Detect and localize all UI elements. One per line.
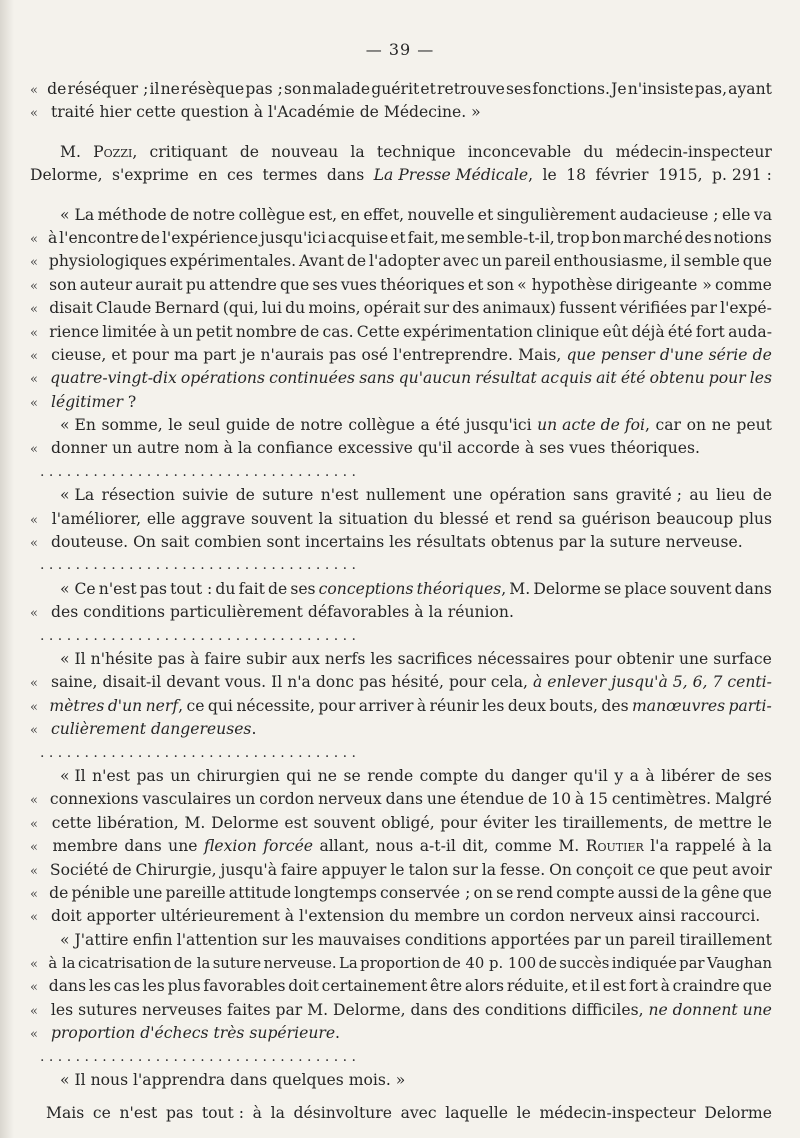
text-line: « culièrement dangereuses. <box>30 718 772 741</box>
quote-mark: « <box>30 676 38 692</box>
quote-mark: « <box>30 231 38 247</box>
ellipsis-row: . . . . . . . . . . . . . . . . . . . . . . . . . . . . . . . . . . . . <box>40 627 356 644</box>
quote-mark: « <box>30 816 38 832</box>
ellipsis-row: . . . . . . . . . . . . . . . . . . . . . . . . . . . . . . . . . . . . <box>40 557 356 574</box>
quote-mark: « <box>30 957 38 973</box>
text-line: « dans les cas les plus favorables doit certainement être alors réduite, et il est fort à craindre que <box>30 975 772 998</box>
ellipsis-row: . . . . . . . . . . . . . . . . . . . . . . . . . . . . . . . . . . . . <box>40 744 356 761</box>
text-line: « son auteur aurait pu attendre que ses vues théoriques et son « hypothèse dirigeante » comme <box>30 274 772 297</box>
text-line: M. Pozzi, critiquant de nouveau la technique inconcevable du médecin-inspecteur <box>60 142 772 161</box>
quote-mark: « <box>30 106 38 122</box>
text-line: « cette libération, M. Delorme est souvent obligé, pour éviter les tiraillements, de mettre le <box>30 812 772 835</box>
text-line: « saine, disait-il devant vous. Il n'a donc pas hésité, pour cela, à enlever jusqu'à 5, 6, 7 centi- <box>30 671 772 694</box>
text-line: « l'améliorer, elle aggrave souvent la situation du blessé et rend sa guérison beaucoup plus <box>30 508 772 531</box>
text-line: « à l'encontre de l'expérience jusqu'ici acquise et fait, me semble-t-il, trop bon marché des notions <box>30 227 772 250</box>
text-line: « des conditions particulièrement défavorables à la réunion. <box>30 601 772 624</box>
quote-mark: « <box>30 793 38 809</box>
body-text <box>30 78 772 1126</box>
text-line: « de réséquer ; il ne résèque pas ; son malade guérit et retrouve ses fonctions. Je n'insiste pas, ayant <box>30 78 772 101</box>
quote-mark: « <box>30 1027 38 1043</box>
quote-mark: « <box>30 980 38 996</box>
text-line: « douteuse. On sait combien sont incertains les résultats obtenus par la suture nerveuse. <box>30 531 772 554</box>
quote-mark: « <box>30 1003 38 1019</box>
quote-mark: « <box>30 302 38 318</box>
text-line: « proportion d'échecs très supérieure. <box>30 1022 772 1045</box>
ellipsis-row: . . . . . . . . . . . . . . . . . . . . . . . . . . . . . . . . . . . . <box>40 463 356 480</box>
quote-mark: « <box>30 606 38 622</box>
text-line: « La méthode de notre collègue est, en effet, nouvelle et singulièrement audacieuse ; elle va <box>60 205 772 224</box>
quote-mark: « <box>30 910 38 926</box>
text-line: « légitimer ? <box>30 391 772 414</box>
text-line: « à la cicatrisation de la suture nerveuse. La proportion de 40 p. 100 de succès indiquée par Vaughan <box>30 952 772 975</box>
text-line: « mètres d'un nerf, ce qui nécessite, pour arriver à réunir les deux bouts, des manœuvres parti- <box>30 695 772 718</box>
quote-mark: « <box>30 442 38 458</box>
text-line: « Il n'hésite pas à faire subir aux nerfs les sacrifices nécessaires pour obtenir une surface <box>60 649 772 668</box>
text-line: « physiologiques expérimentales. Avant de l'adopter avec un pareil enthousiasme, il semble que <box>30 250 772 273</box>
text-line: « La résection suivie de suture n'est nullement une opération sans gravité ; au lieu de <box>60 486 772 505</box>
quote-mark: « <box>30 255 38 271</box>
quote-mark: « <box>30 863 38 879</box>
text-line: « connexions vasculaires un cordon nerveux dans une étendue de 10 à 15 centimètres. Malgré <box>30 788 772 811</box>
text-line: « donner un autre nom à la confiance excessive qu'il accorde à ses vues théoriques. <box>30 437 772 460</box>
quote-mark: « <box>30 395 38 411</box>
text-line: « Il n'est pas un chirurgien qui ne se rende compte du danger qu'il y a à libérer de ses <box>60 766 772 785</box>
page-number: — 39 — <box>365 40 435 59</box>
text-line: « les sutures nerveuses faites par M. Delorme, dans des conditions difficiles, ne donnent une <box>30 999 772 1022</box>
text-line: « Ce n'est pas tout : du fait de ses conceptions théoriques, M. Delorme se place souvent dans <box>60 579 772 598</box>
text-line: « Il nous l'apprendra dans quelques mois. » <box>60 1071 406 1090</box>
quote-mark: « <box>30 325 38 341</box>
binding-edge-shadow <box>0 0 14 1138</box>
quote-mark: « <box>30 348 38 364</box>
text-line: « membre dans une flexion forcée allant, nous a-t-il dit, comme M. Routier l'a rappelé à la <box>30 835 772 858</box>
text-line: « quatre-vingt-dix opérations continuées sans qu'aucun résultat acquis ait été obtenu pour les <box>30 367 772 390</box>
quote-mark: « <box>30 278 38 294</box>
text-line: « cieuse, et pour ma part je n'aurais pas osé l'entreprendre. Mais, que penser d'une série de <box>30 344 772 367</box>
text-line: Mais ce n'est pas tout : à la désinvolture avec laquelle le médecin-inspecteur Delorme <box>46 1104 772 1123</box>
quote-mark: « <box>30 536 38 552</box>
text-line: « En somme, le seul guide de notre collègue a été jusqu'ici un acte de foi, car on ne peut <box>60 416 772 435</box>
quote-mark: « <box>30 372 38 388</box>
text-line: « Société de Chirurgie, jusqu'à faire appuyer le talon sur la fesse. On conçoit ce que peut avoir <box>30 859 772 882</box>
text-line: « doit apporter ultérieurement à l'extension du membre un cordon nerveux ainsi raccourci. <box>30 905 772 928</box>
quote-mark: « <box>30 723 38 739</box>
text-line: « de pénible une pareille attitude longtemps conservée ; on se rend compte aussi de la gêne que <box>30 882 772 905</box>
quote-mark: « <box>30 83 38 98</box>
text-line: « disait Claude Bernard (qui, lui du moins, opérait sur des animaux) fussent vérifiées par l'expé- <box>30 297 772 320</box>
quote-mark: « <box>30 840 38 856</box>
text-line: « J'attire enfin l'attention sur les mauvaises conditions apportées par un pareil tiraillement <box>60 930 772 949</box>
quote-mark: « <box>30 886 38 902</box>
ellipsis-row: . . . . . . . . . . . . . . . . . . . . . . . . . . . . . . . . . . . . <box>40 1048 356 1065</box>
text-line: Delorme, s'exprime en ces termes dans La Presse Médicale, le 18 février 1915, p. 291 : <box>30 166 772 185</box>
quote-mark: « <box>30 512 38 528</box>
text-line: « rience limitée à un petit nombre de cas. Cette expérimentation clinique eût déjà été fort auda- <box>30 321 772 344</box>
text-line: « traité hier cette question à l'Académie de Médecine. » <box>30 101 772 124</box>
quote-mark: « <box>30 699 38 715</box>
